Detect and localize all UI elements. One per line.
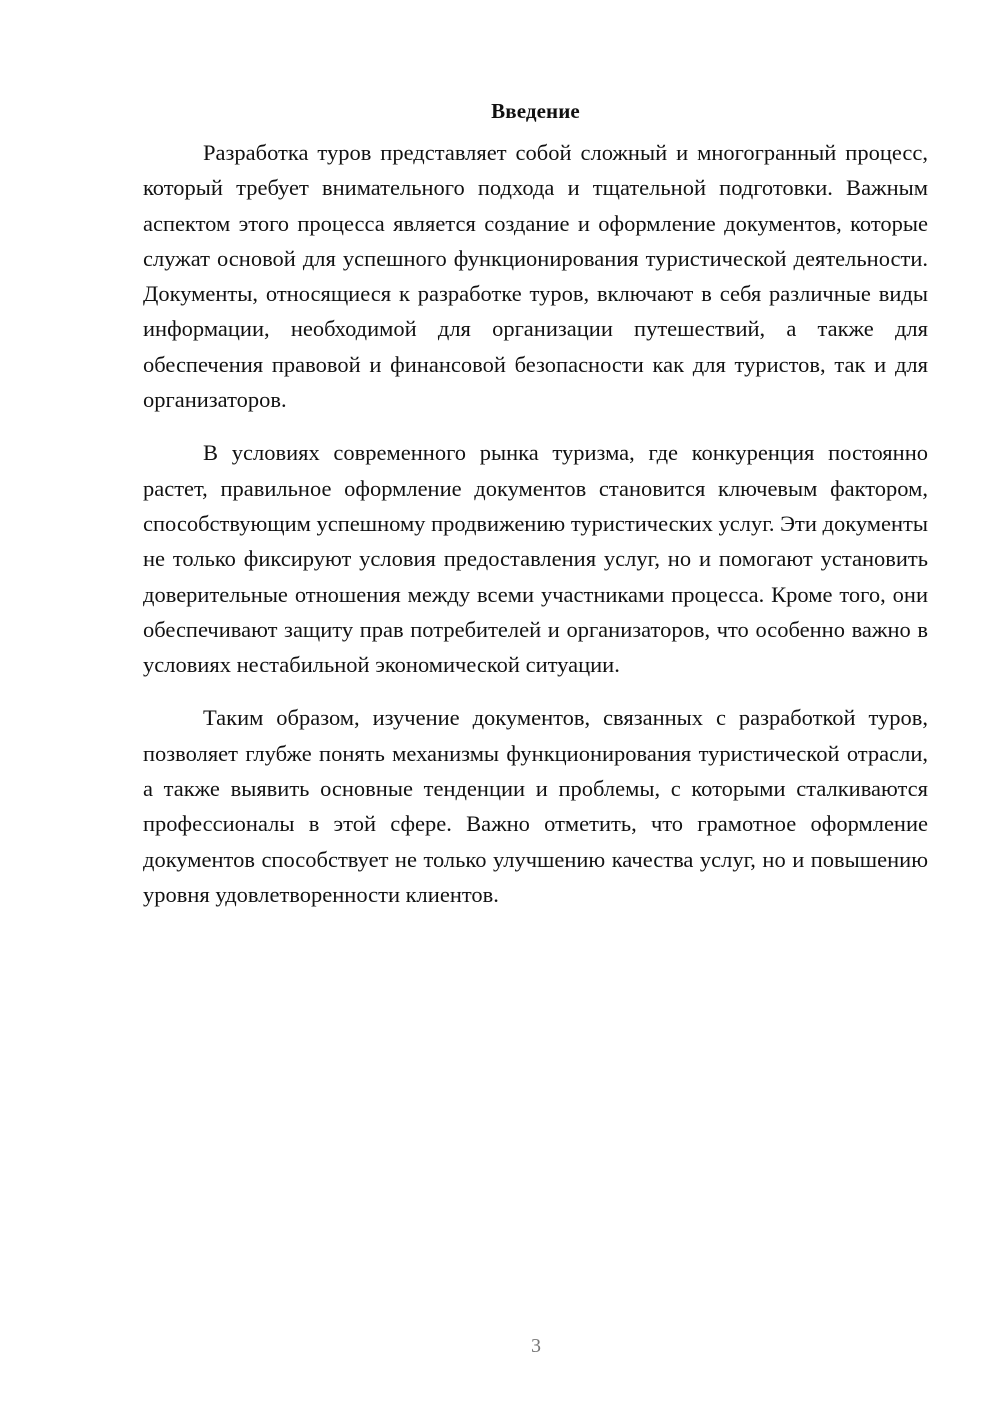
page-number: 3 bbox=[531, 1335, 541, 1357]
paragraph-1: Разработка туров представляет собой сложный и многогранный процесс, который требует внимательного подхода и тщательной подготовки. Важным аспектом этого процесса является создание и оформление документов, которые служат основой для успешного функционирования туристической деятельности. Документы, относящиеся к разработке туров, включают в себя различные виды информации, необходимой для организации путешествий, а также для обеспечения правовой и финансовой безопасности как для туристов, так и для организаторов. bbox=[143, 140, 928, 413]
paragraph-2: В условиях современного рынка туризма, где конкуренция постоянно растет, правильное оформление документов становится ключевым фактором, способствующим успешному продвижению туристических услуг. Эти документы не только фиксируют условия предоставления услуг, но и помогают установить доверительные отношения между всеми участниками процесса. Кроме того, они обеспечивают защиту прав потребителей и организаторов, что особенно важно в условиях нестабильной экономической ситуации. bbox=[143, 440, 928, 678]
page-content bbox=[143, 94, 928, 930]
section-title: Введение bbox=[491, 99, 580, 123]
paragraph-3: Таким образом, изучение документов, связанных с разработкой туров, позволяет глубже понять механизмы функционирования туристической отрасли, а также выявить основные тенденции и проблемы, с которыми сталкиваются профессионалы в этой сфере. Важно отметить, что грамотное оформление документов способствует не только улучшению качества услуг, но и повышению уровня удовлетворенности клиентов. bbox=[143, 705, 928, 907]
